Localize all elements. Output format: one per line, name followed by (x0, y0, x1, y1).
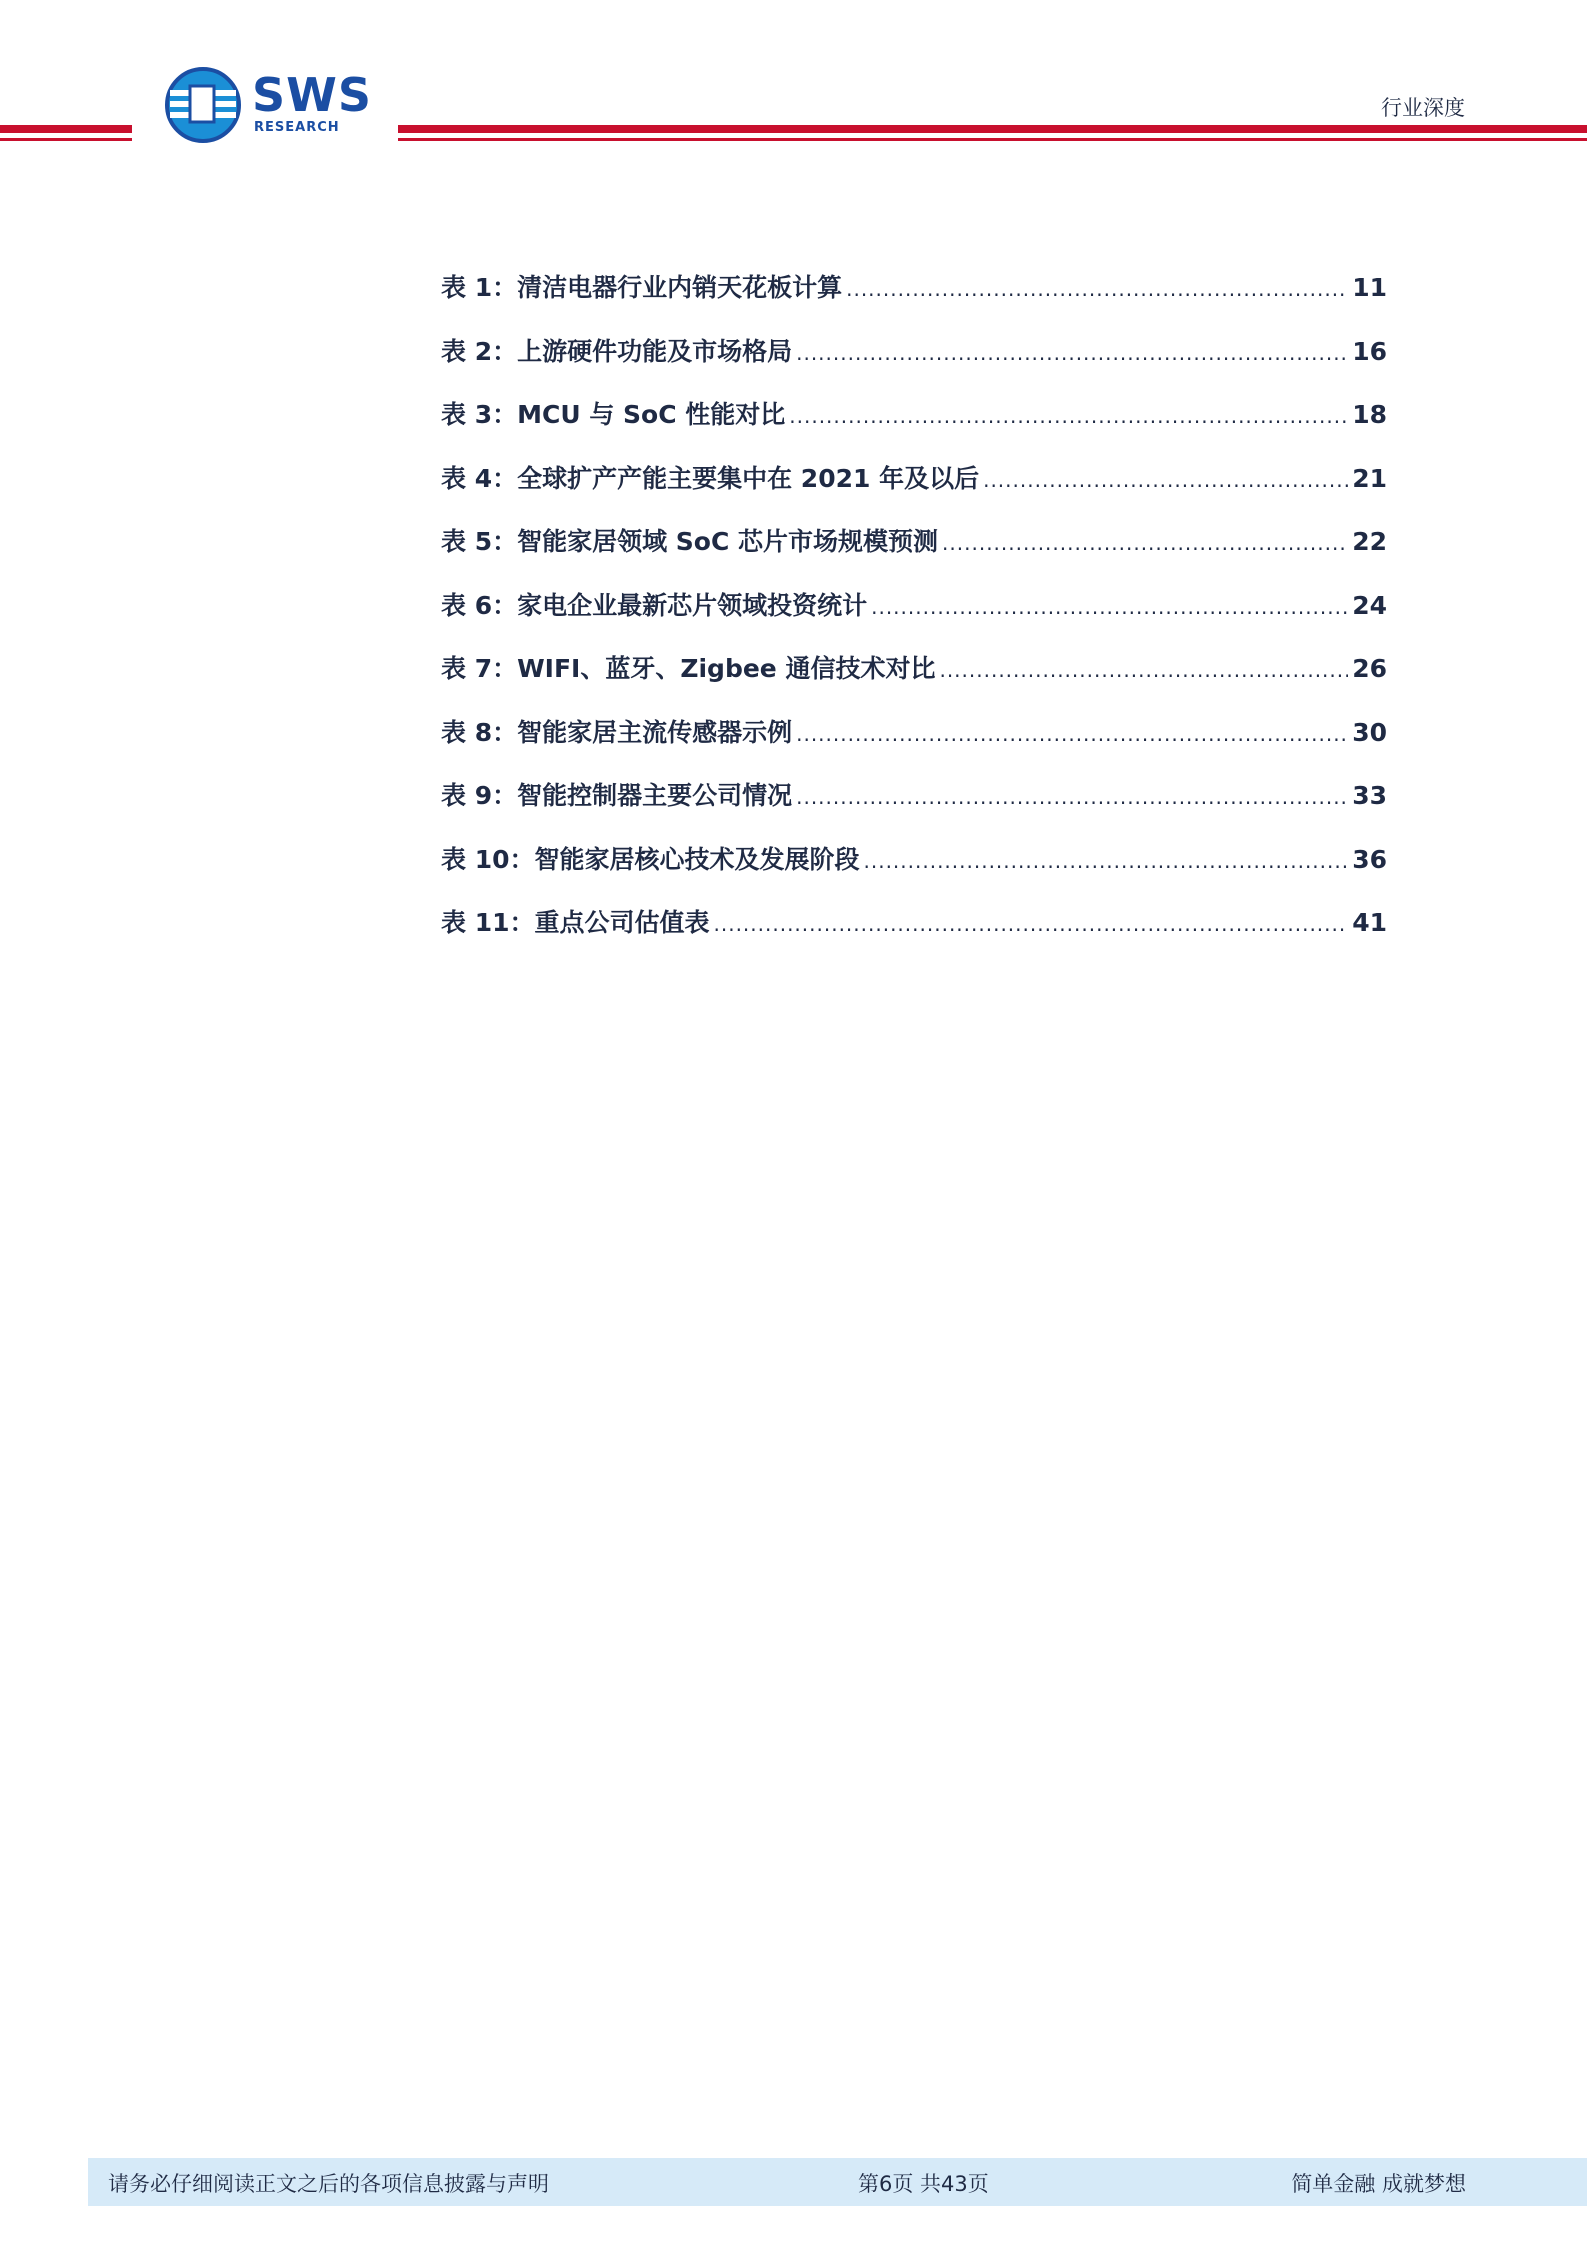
header-red-bar-left (0, 125, 132, 133)
footer-disclaimer: 请务必仔细阅读正文之后的各项信息披露与声明 (108, 2172, 549, 2196)
toc-item[interactable] (441, 459, 1387, 523)
toc-item-page: 16 (1352, 336, 1387, 366)
toc-item-label: 表 10：智能家居核心技术及发展阶段 (441, 844, 860, 874)
toc-item-label: 表 7：WIFI、蓝牙、Zigbee 通信技术对比 (441, 654, 936, 683)
toc-leader-dots (871, 595, 1348, 619)
page-footer (88, 2158, 1587, 2206)
toc-item-label: 表 2：上游硬件功能及市场格局 (441, 336, 793, 366)
toc-item-label: 表 4：全球扩产产能主要集中在 2021 年及以后 (441, 463, 980, 493)
logo-text: SWS (252, 68, 372, 122)
table-of-tables (441, 268, 1387, 967)
toc-item-page: 24 (1352, 590, 1387, 620)
toc-item[interactable] (441, 903, 1387, 967)
toc-item[interactable] (441, 522, 1387, 586)
toc-item-page: 11 (1352, 273, 1387, 302)
toc-leader-dots (983, 468, 1348, 492)
toc-leader-dots (942, 531, 1348, 555)
toc-item[interactable] (441, 713, 1387, 777)
toc-item[interactable] (441, 332, 1387, 396)
toc-item-page: 18 (1352, 400, 1387, 429)
header-red-bar-right (398, 125, 1587, 133)
toc-item-page: 36 (1352, 844, 1387, 874)
page-header (0, 0, 1587, 160)
toc-item-label: 表 3：MCU 与 SoC 性能对比 (441, 400, 786, 429)
toc-item-label: 表 6：家电企业最新芯片领域投资统计 (441, 590, 868, 620)
toc-item-page: 22 (1352, 527, 1387, 556)
toc-item[interactable] (441, 649, 1387, 713)
toc-leader-dots (789, 404, 1348, 428)
footer-page-number: 第6页 共43页 (858, 2172, 989, 2196)
toc-leader-dots (846, 277, 1348, 301)
toc-item-page: 26 (1352, 654, 1387, 683)
toc-leader-dots (714, 912, 1349, 936)
toc-leader-dots (796, 785, 1348, 809)
toc-item[interactable] (441, 586, 1387, 650)
sws-logo-icon (164, 66, 242, 144)
logo-subtext: RESEARCH (254, 120, 340, 135)
toc-item-page: 41 (1352, 908, 1387, 937)
toc-item-page: 33 (1352, 781, 1387, 810)
toc-item-label: 表 1：清洁电器行业内销天花板计算 (441, 273, 843, 302)
document-type-label: 行业深度 (1381, 96, 1465, 120)
toc-item[interactable] (441, 395, 1387, 459)
sws-logo (164, 66, 379, 144)
toc-item-label: 表 9：智能控制器主要公司情况 (441, 781, 793, 810)
toc-item[interactable] (441, 776, 1387, 840)
toc-item-label: 表 8：智能家居主流传感器示例 (441, 717, 793, 747)
toc-item-page: 21 (1352, 463, 1387, 493)
toc-item-label: 表 11：重点公司估值表 (441, 908, 710, 937)
footer-slogan: 简单金融 成就梦想 (1291, 2172, 1466, 2196)
toc-leader-dots (864, 849, 1349, 873)
toc-item-page: 30 (1352, 717, 1387, 747)
toc-item-label: 表 5：智能家居领域 SoC 芯片市场规模预测 (441, 527, 939, 556)
toc-leader-dots (796, 722, 1348, 746)
header-red-line-right (398, 138, 1587, 141)
toc-leader-dots (796, 341, 1348, 365)
toc-item[interactable] (441, 840, 1387, 904)
toc-item[interactable] (441, 268, 1387, 332)
header-red-line-left (0, 138, 132, 141)
toc-leader-dots (939, 658, 1348, 682)
